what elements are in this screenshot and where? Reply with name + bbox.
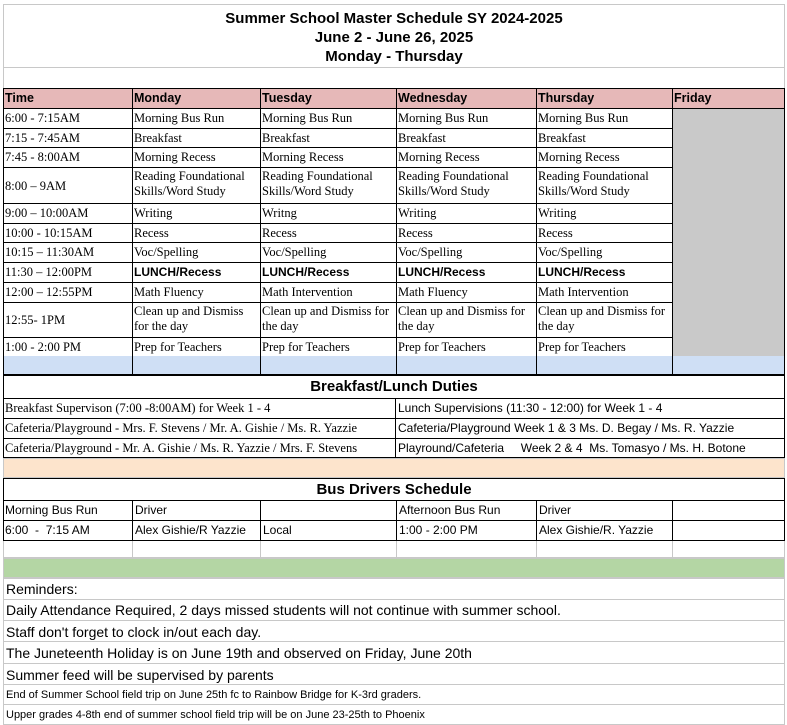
schedule-cell: Prep for Teachers xyxy=(262,340,350,354)
schedule-cell: Recess xyxy=(134,226,169,240)
schedule-cell: Voc/Spelling xyxy=(398,245,463,259)
schedule-cell: Morning Bus Run xyxy=(262,111,353,125)
breakfast-duty-2: Cafeteria/Playground - Mr. A. Gishie / Ms. R. Yazzie / Mrs. F. Stevens xyxy=(5,441,358,455)
schedule-cell: LUNCH/Recess xyxy=(538,265,626,279)
empty-row xyxy=(3,68,785,88)
schedule-cell: Voc/Spelling xyxy=(262,245,327,259)
schedule-cell: Writing xyxy=(398,206,437,220)
schedule-cell: Prep for Teachers xyxy=(538,340,626,354)
schedule-cell: Recess xyxy=(398,226,433,240)
driver-label-2: Driver xyxy=(539,503,571,517)
afternoon-bus-label: Afternoon Bus Run xyxy=(399,503,501,517)
reminder-item: Upper grades 4-8th end of summer school field trip will be on June 23-25th to Phoenix xyxy=(6,709,425,721)
time-cell: 6:00 - 7:15AM xyxy=(5,111,80,125)
title-line-3: Monday - Thursday xyxy=(325,48,463,65)
schedule-cell: Prep for Teachers xyxy=(398,340,486,354)
schedule-cell: Breakfast xyxy=(134,131,182,145)
afternoon-bus-driver: Alex Gishie/R. Yazzie xyxy=(539,523,654,537)
header-time: Time xyxy=(5,91,34,105)
title-line-2: June 2 - June 26, 2025 xyxy=(314,29,474,46)
green-band xyxy=(3,558,785,578)
time-cell: 10:15 – 11:30AM xyxy=(5,245,95,259)
header-wednesday: Wednesday xyxy=(398,91,468,105)
time-cell: 7:15 - 7:45AM xyxy=(5,131,80,145)
bus-title: Bus Drivers Schedule xyxy=(316,481,472,498)
schedule-cell: Reading Foundational Skills/Word Study xyxy=(134,169,245,198)
schedule-cell: Math Intervention xyxy=(262,285,353,299)
schedule-cell: Morning Recess xyxy=(538,150,620,164)
schedule-cell: LUNCH/Recess xyxy=(398,265,486,279)
schedule-cell: Morning Recess xyxy=(262,150,344,164)
schedule-table xyxy=(3,88,785,378)
header-monday: Monday xyxy=(134,91,182,105)
lunch-duty-2: Playround/Cafeteria Week 2 & 4 Ms. Tomasyo / Ms. H. Botone xyxy=(398,441,746,455)
schedule-cell: Morning Bus Run xyxy=(398,111,489,125)
time-cell: 12:00 – 12:55PM xyxy=(5,285,93,299)
schedule-cell: Clean up and Dismiss for the day xyxy=(398,304,526,333)
driver-label-1: Driver xyxy=(135,503,167,517)
time-cell: 9:00 – 10:00AM xyxy=(5,206,89,220)
schedule-cell: Math Intervention xyxy=(538,285,629,299)
schedule-cell: Math Fluency xyxy=(398,285,468,299)
morning-bus-type: Local xyxy=(263,523,292,537)
schedule-cell: Recess xyxy=(262,226,297,240)
afternoon-bus-time: 1:00 - 2:00 PM xyxy=(399,523,478,537)
schedule-cell: LUNCH/Recess xyxy=(262,265,350,279)
reminder-item: Summer feed will be supervised by parents xyxy=(6,667,274,683)
time-cell: 12:55- 1PM xyxy=(5,313,66,327)
time-cell: 11:30 – 12:00PM xyxy=(5,265,93,279)
reminder-item: The Juneteenth Holiday is on June 19th and observed on Friday, June 20th xyxy=(6,645,472,661)
schedule-cell: Voc/Spelling xyxy=(134,245,199,259)
time-cell: 7:45 - 8:00AM xyxy=(5,150,80,164)
schedule-cell: Reading Foundational Skills/Word Study xyxy=(398,169,509,198)
schedule-cell: LUNCH/Recess xyxy=(134,265,222,279)
duties-title: Breakfast/Lunch Duties xyxy=(310,378,478,395)
reminders-title: Reminders: xyxy=(6,581,78,597)
schedule-cell: Clean up and Dismiss for the day xyxy=(262,304,390,333)
schedule-cell: Morning Recess xyxy=(134,150,216,164)
empty-grid-row xyxy=(3,541,785,558)
schedule-cell: Morning Recess xyxy=(398,150,480,164)
schedule-cell: Morning Bus Run xyxy=(538,111,629,125)
breakfast-header: Breakfast Supervison (7:00 -8:00AM) for Week 1 - 4 xyxy=(5,401,271,415)
schedule-cell: Writing xyxy=(134,206,173,220)
schedule-cell: Voc/Spelling xyxy=(538,245,603,259)
reminder-item: Staff don't forget to clock in/out each day. xyxy=(6,624,262,640)
schedule-cell: Clean up and Dismiss for the day xyxy=(538,304,666,333)
time-cell: 8:00 – 9AM xyxy=(5,178,67,193)
title-line-1: Summer School Master Schedule SY 2024-2025 xyxy=(225,10,563,27)
morning-bus-time: 6:00 - 7:15 AM xyxy=(5,523,90,537)
header-thursday: Thursday xyxy=(538,91,595,105)
schedule-cell: Reading Foundational Skills/Word Study xyxy=(538,169,649,198)
morning-bus-driver: Alex Gishie/R Yazzie xyxy=(135,523,246,537)
schedule-cell: Recess xyxy=(538,226,573,240)
header-friday: Friday xyxy=(674,91,712,105)
time-cell: 1:00 - 2:00 PM xyxy=(5,340,82,354)
schedule-cell: Breakfast xyxy=(538,131,586,145)
header-tuesday: Tuesday xyxy=(262,91,312,105)
morning-bus-label: Morning Bus Run xyxy=(5,503,98,517)
schedule-cell: Prep for Teachers xyxy=(134,340,222,354)
breakfast-duty-1: Cafeteria/Playground - Mrs. F. Stevens / Mr. A. Gishie / Ms. R. Yazzie xyxy=(5,421,358,435)
schedule-cell: Writng xyxy=(262,206,297,220)
time-cell: 10:00 - 10:15AM xyxy=(5,226,93,240)
schedule-cell: Clean up and Dismiss for the day xyxy=(134,304,244,333)
reminder-item: End of Summer School field trip on June 25th fc to Rainbow Bridge for K-3rd graders. xyxy=(6,689,422,701)
lunch-header: Lunch Supervisions (11:30 - 12:00) for Week 1 - 4 xyxy=(398,401,663,415)
schedule-cell: Math Fluency xyxy=(134,285,204,299)
schedule-cell: Breakfast xyxy=(398,131,446,145)
schedule-cell: Morning Bus Run xyxy=(134,111,225,125)
reminder-item: Daily Attendance Required, 2 days missed students will not continue with summer school. xyxy=(6,602,561,618)
peach-band xyxy=(3,458,785,478)
lunch-duty-1: Cafeteria/Playground Week 1 & 3 Ms. D. Begay / Ms. R. Yazzie xyxy=(398,421,735,435)
schedule-cell: Breakfast xyxy=(262,131,310,145)
schedule-cell: Reading Foundational Skills/Word Study xyxy=(262,169,373,198)
schedule-cell: Writing xyxy=(538,206,577,220)
